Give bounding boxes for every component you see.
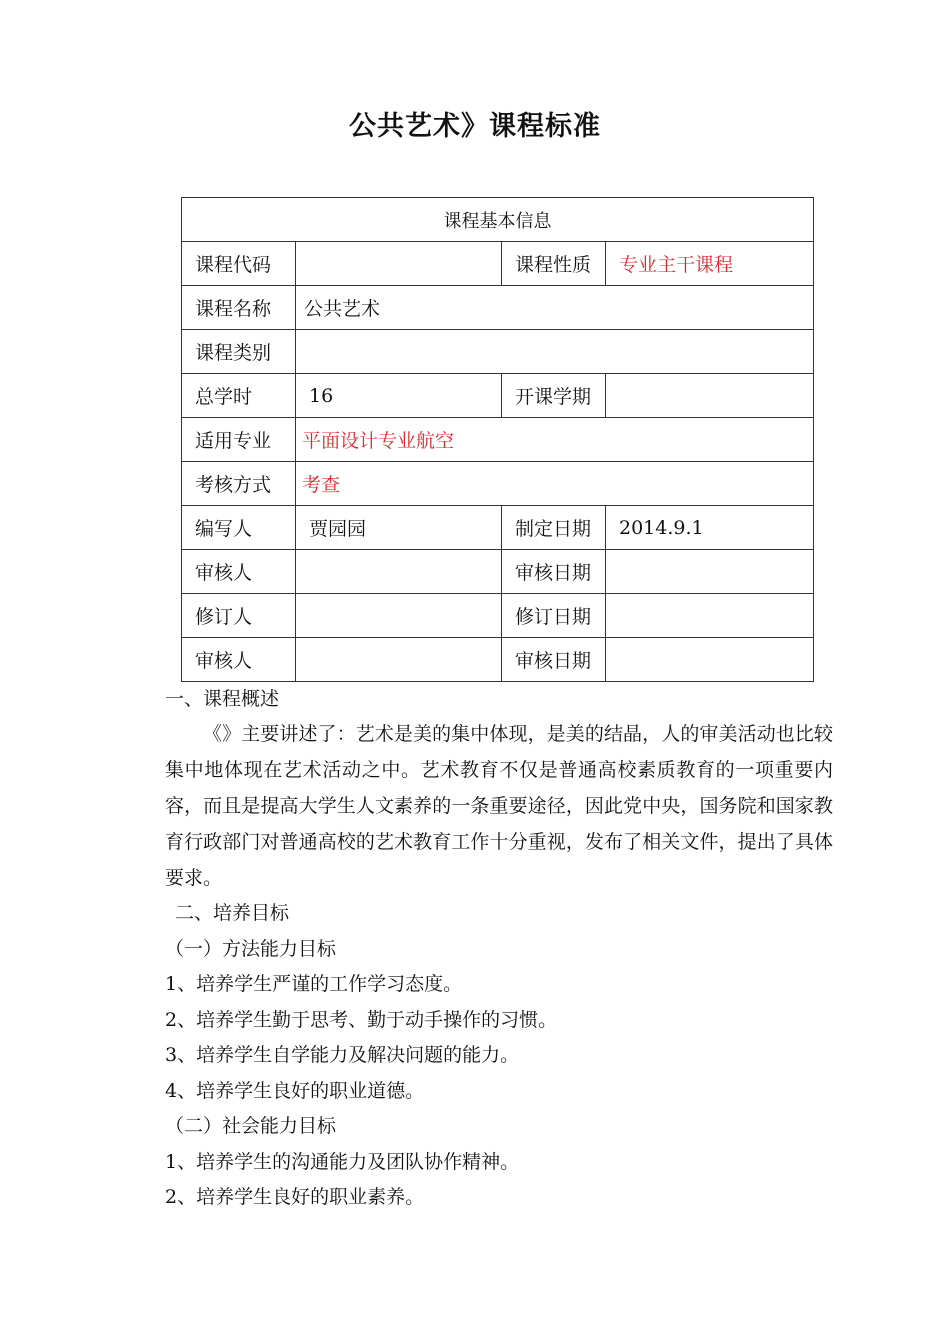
review-date-value — [606, 550, 814, 594]
list-item: 1、培养学生严谨的工作学习态度。 — [165, 973, 463, 995]
name-value: 公共艺术 — [296, 286, 814, 330]
course-info-table — [181, 197, 814, 682]
code-value — [296, 242, 502, 286]
date-value: 2014.9.1 — [606, 506, 814, 550]
review-date-label: 审核日期 — [502, 638, 606, 682]
hours-label: 总学时 — [182, 374, 296, 418]
table-row — [182, 198, 814, 242]
date-label: 制定日期 — [502, 506, 606, 550]
table-row — [182, 638, 814, 682]
reviser-label: 修订人 — [182, 594, 296, 638]
section-heading: 一、课程概述 — [165, 688, 280, 710]
revise-date-label: 修订日期 — [502, 594, 606, 638]
author-value: 贾园园 — [296, 506, 502, 550]
table-row — [182, 462, 814, 506]
term-value — [606, 374, 814, 418]
list-item: 2、培养学生勤于思考、勤于动手操作的习惯。 — [165, 1008, 558, 1031]
overview-paragraph: 《》主要讲述了：艺术是美的集中体现，是美的结晶，人的审美活动也比较集中地体现在艺术活动之中。艺术教育不仅是普通高校素质教育的一项重要内容，而且是提高大学生人文素养的一条重要途径，因此党中央，国务院和国家教育行政部门对普通高校的艺术教育工作十分重视，发布了相关文件，提出了具体要求。 — [165, 723, 833, 889]
list-item: 1、培养学生的沟通能力及团队协作精神。 — [165, 1150, 520, 1173]
term-label: 开课学期 — [502, 374, 606, 418]
table-row — [182, 286, 814, 330]
major-value: 平面设计专业航空 — [296, 418, 814, 462]
code-label: 课程代码 — [182, 242, 296, 286]
category-label: 课程类别 — [182, 330, 296, 374]
major-label: 适用专业 — [182, 418, 296, 462]
author-label: 编写人 — [182, 506, 296, 550]
table-row — [182, 242, 814, 286]
document-title: 公共艺术》课程标准 — [349, 111, 601, 142]
table-row — [182, 418, 814, 462]
assess-label: 考核方式 — [182, 462, 296, 506]
table-row — [182, 550, 814, 594]
hours-value: 16 — [296, 374, 502, 418]
reviser-value — [296, 594, 502, 638]
list-item: 3、培养学生自学能力及解决问题的能力。 — [165, 1044, 520, 1066]
nature-value: 专业主干课程 — [606, 242, 814, 286]
nature-label: 课程性质 — [502, 242, 606, 286]
assess-value: 考查 — [296, 462, 814, 506]
subsection-heading: （一）方法能力目标 — [165, 937, 337, 960]
review-date-label: 审核日期 — [502, 550, 606, 594]
table-row — [182, 374, 814, 418]
table-header: 课程基本信息 — [182, 198, 814, 242]
table-row — [182, 594, 814, 638]
reviewer-label: 审核人 — [182, 550, 296, 594]
subsection-heading: （二）社会能力目标 — [165, 1115, 337, 1137]
table-row — [182, 506, 814, 550]
list-item: 4、培养学生良好的职业道德。 — [165, 1079, 425, 1102]
document-body — [165, 686, 833, 1216]
reviewer-value — [296, 638, 502, 682]
reviewer-label: 审核人 — [182, 638, 296, 682]
review-date-value — [606, 638, 814, 682]
table-row — [182, 330, 814, 374]
reviewer-value — [296, 550, 502, 594]
name-label: 课程名称 — [182, 286, 296, 330]
category-value — [296, 330, 814, 374]
section-heading: 二、培养目标 — [175, 902, 290, 924]
revise-date-value — [606, 594, 814, 638]
list-item: 2、培养学生良好的职业素养。 — [165, 1186, 425, 1208]
